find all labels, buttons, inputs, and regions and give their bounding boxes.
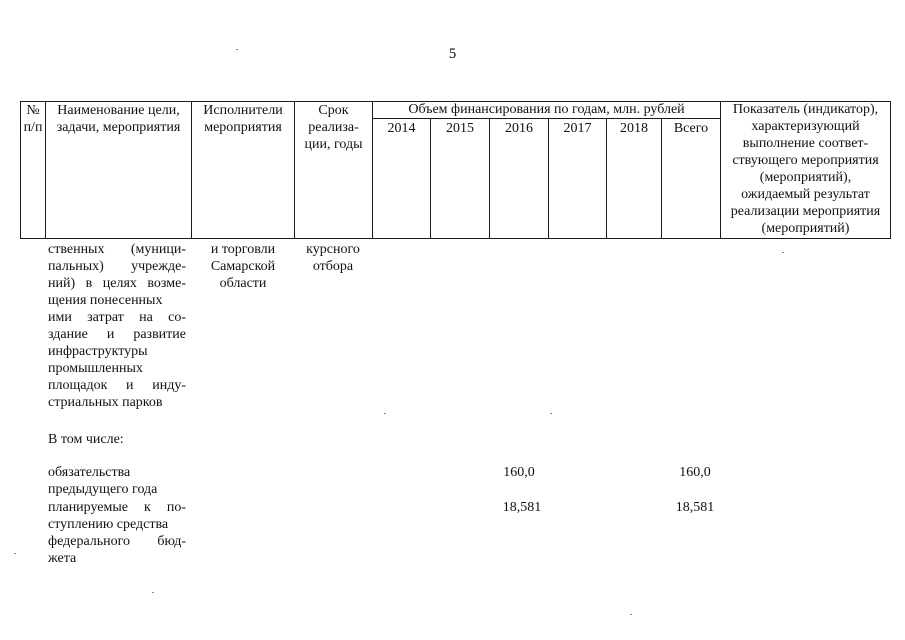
scan-speck bbox=[550, 413, 552, 414]
subheading-including: В том числе: bbox=[48, 432, 124, 447]
header-col-indicator: Показатель (индикатор), характеризующий выполнение соответ- ствующего мероприятия (мероприятий), ожидаемый результат реализации мероприятия (мероприятий) bbox=[730, 102, 881, 236]
row-prior-year-obligations-total: 160,0 bbox=[679, 465, 711, 480]
executors-continued: и торговли Самарской области bbox=[210, 242, 276, 291]
header-col-executors: Исполнители мероприятия bbox=[203, 103, 283, 135]
measure-name-continued: ственных (муници- пальных) учрежде- ний) в целях возме- щения понесенных ими затрат на со- здание и развитие инфраструктуры промышленных площадок и инду- стриальных парков bbox=[48, 242, 186, 410]
scan-speck bbox=[236, 49, 238, 50]
funding-subheader-border bbox=[372, 118, 720, 119]
header-year-2015: 2015 bbox=[446, 121, 474, 136]
row-prior-year-obligations-name: обязательства предыдущего года bbox=[48, 465, 158, 497]
header-col-number: № п/п bbox=[23, 103, 43, 135]
header-col-term: Срок реализа- ции, годы bbox=[304, 103, 363, 152]
scan-speck bbox=[14, 553, 16, 554]
header-year-2018: 2018 bbox=[620, 121, 648, 136]
scan-speck bbox=[782, 252, 784, 253]
header-col-name: Наименование цели, задачи, мероприятия bbox=[56, 103, 181, 135]
scan-speck bbox=[630, 614, 632, 615]
header-col-funding: Объем финансирования по годам, млн. рублей bbox=[408, 102, 685, 117]
scan-speck bbox=[384, 413, 386, 414]
header-year-2014: 2014 bbox=[387, 121, 416, 136]
row-federal-budget-name: планируемые к по- ступлению средства федерального бюд- жета bbox=[48, 500, 186, 566]
row-prior-year-obligations-2016: 160,0 bbox=[503, 465, 535, 480]
header-year-2016: 2016 bbox=[505, 121, 533, 136]
header-year-2017: 2017 bbox=[563, 121, 592, 136]
row-federal-budget-2016: 18,581 bbox=[502, 500, 542, 515]
term-continued: курсного отбора bbox=[306, 242, 360, 274]
row-federal-budget-total: 18,581 bbox=[675, 500, 715, 515]
header-border-right bbox=[890, 101, 891, 239]
scan-speck bbox=[152, 592, 154, 593]
page-number: 5 bbox=[448, 46, 457, 62]
header-year-total: Всего bbox=[673, 121, 709, 136]
header-bottom-border bbox=[20, 238, 891, 239]
